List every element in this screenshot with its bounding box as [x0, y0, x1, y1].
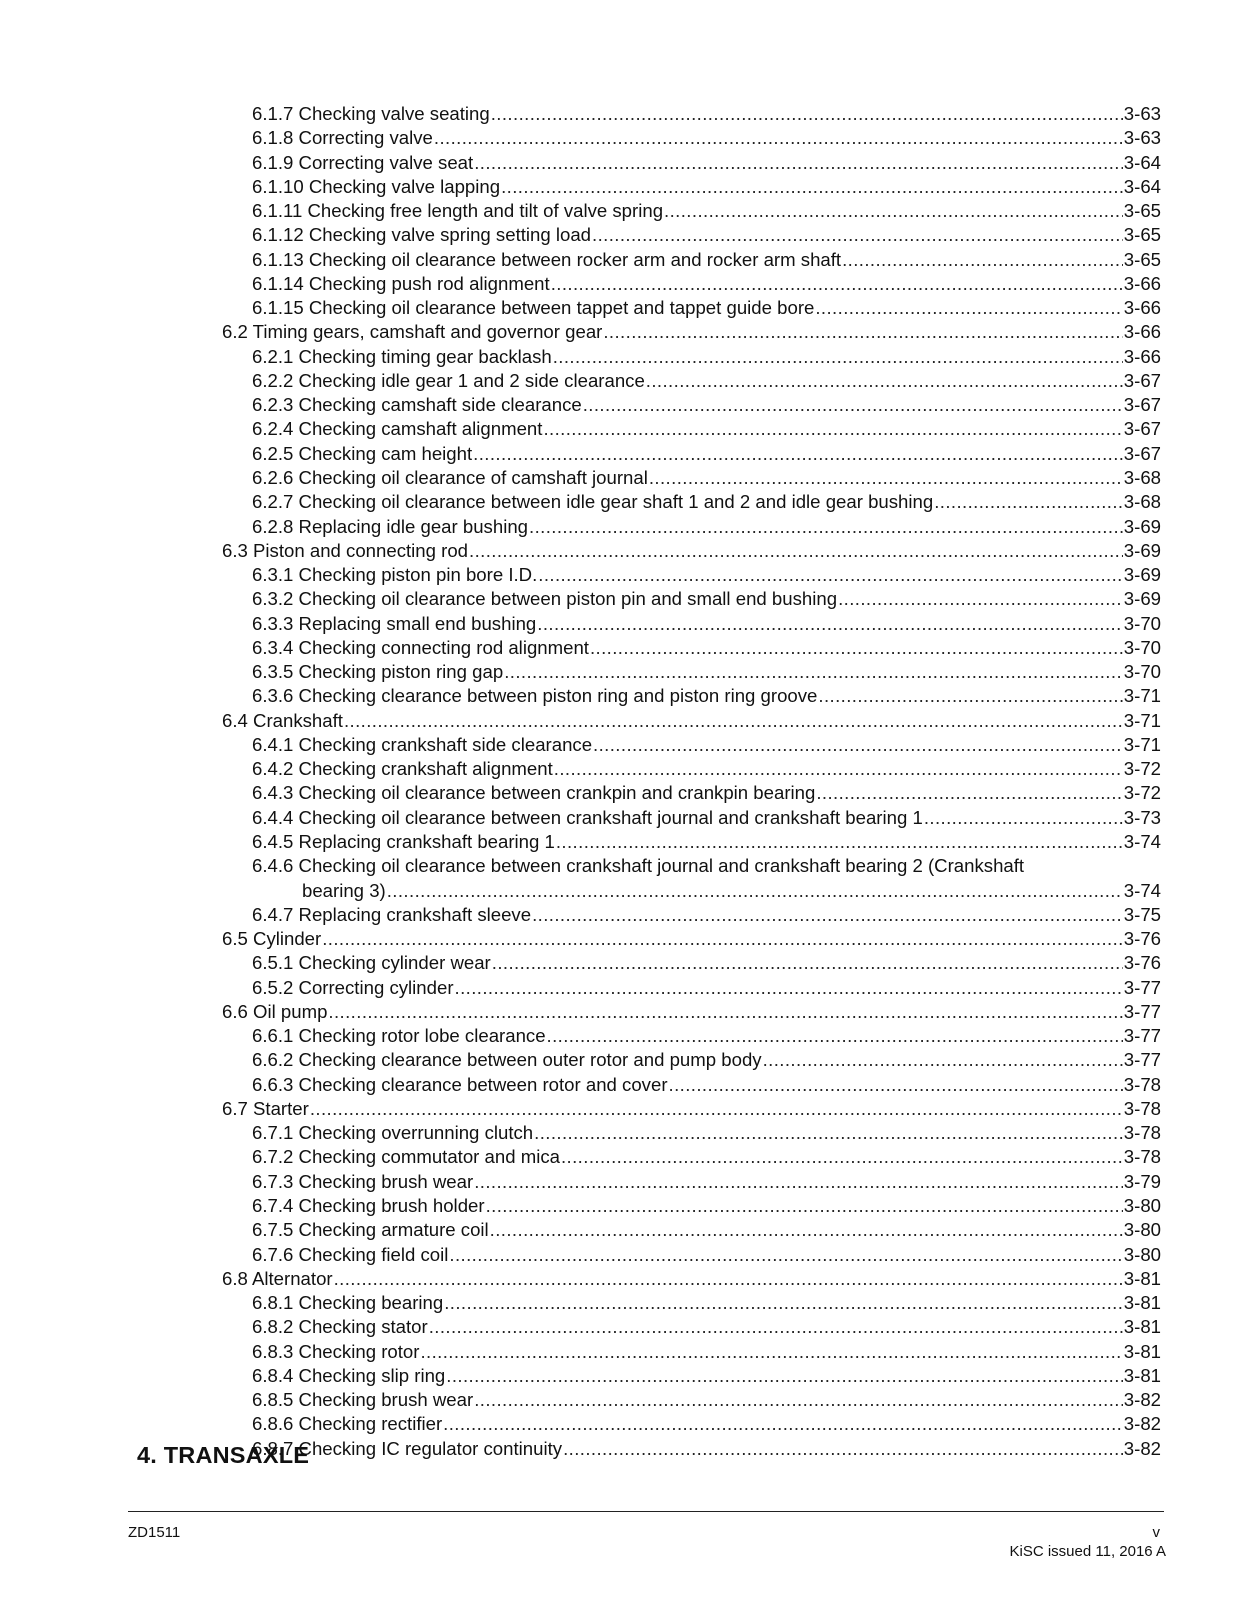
- toc-page-number: 3-70: [1123, 661, 1161, 683]
- toc-page-number: 3-63: [1123, 103, 1161, 124]
- toc-leader-dots: [556, 830, 1123, 854]
- toc-page-number: 3-70: [1123, 612, 1161, 634]
- toc-page-number: 3-78: [1123, 1122, 1161, 1144]
- toc-entry-title: 6.7.3 Checking brush wear: [252, 1170, 474, 1192]
- toc-entry[interactable]: [252, 126, 1236, 150]
- toc-entry-title: 6.1.12 Checking valve spring setting load: [252, 224, 592, 246]
- toc-entry[interactable]: [252, 757, 1236, 781]
- toc-entry[interactable]: [252, 393, 1236, 417]
- toc-entry-title: 6.8.6 Checking rectifier: [252, 1413, 443, 1435]
- footer-page-number: v: [1152, 1524, 1160, 1541]
- toc-entry-title: 6.1.7 Checking valve seating: [252, 103, 490, 124]
- toc-entry-title: 6.4 Crankshaft: [222, 709, 343, 731]
- toc-entry[interactable]: [252, 1437, 1236, 1461]
- toc-page-number: 3-74: [1123, 879, 1161, 901]
- toc-page-number: 3-70: [1123, 636, 1161, 658]
- toc-page-number: 3-66: [1123, 345, 1161, 367]
- toc-leader-dots: [669, 1073, 1123, 1097]
- toc-entry-title: 6.7.2 Checking commutator and mica: [252, 1146, 560, 1168]
- toc-page-number: 3-76: [1123, 952, 1161, 974]
- toc-entry-title: 6.8.2 Checking stator: [252, 1316, 428, 1338]
- toc-entry[interactable]: [252, 345, 1236, 369]
- toc-leader-dots: [449, 1243, 1122, 1267]
- footer-doc-code: ZD1511: [128, 1524, 181, 1541]
- toc-leader-dots: [603, 320, 1122, 344]
- toc-entry-title: 6.7.4 Checking brush holder: [252, 1194, 485, 1216]
- toc-entry-title: 6.7.1 Checking overrunning clutch: [252, 1122, 534, 1144]
- toc-entry[interactable]: [252, 1194, 1236, 1218]
- toc-leader-dots: [646, 369, 1123, 393]
- toc-page-number: 3-81: [1123, 1340, 1161, 1362]
- toc-entry-title: 6.2.5 Checking cam height: [252, 442, 473, 464]
- toc-leader-dots: [529, 515, 1123, 539]
- toc-entry[interactable]: [222, 1097, 1236, 1121]
- toc-leader-dots: [492, 951, 1123, 975]
- toc-page-number: 3-75: [1123, 903, 1161, 925]
- toc-leader-dots: [547, 1024, 1123, 1048]
- toc-leader-dots: [816, 781, 1122, 805]
- toc-entry-title: 6.4.4 Checking oil clearance between crankshaft journal and crankshaft bearing 1: [252, 806, 923, 828]
- toc-entry[interactable]: [252, 903, 1236, 927]
- toc-entry[interactable]: [252, 151, 1236, 175]
- toc-leader-dots: [486, 1194, 1123, 1218]
- toc-entry[interactable]: [252, 587, 1236, 611]
- toc-leader-dots: [474, 1170, 1123, 1194]
- toc-page-number: 3-76: [1123, 928, 1161, 950]
- toc-leader-dots: [344, 709, 1123, 733]
- toc-entry[interactable]: [222, 320, 1236, 344]
- toc-entry[interactable]: [252, 781, 1236, 805]
- toc-page-number: 3-77: [1123, 976, 1161, 998]
- toc-leader-dots: [537, 612, 1123, 636]
- toc-page-number: 3-66: [1123, 272, 1161, 294]
- toc-leader-dots: [328, 1000, 1122, 1024]
- toc-entry[interactable]: [252, 1340, 1236, 1364]
- toc-entry[interactable]: [252, 951, 1236, 975]
- toc-leader-dots: [592, 223, 1123, 247]
- toc-page-number: 3-80: [1123, 1243, 1161, 1265]
- toc-leader-dots: [322, 927, 1123, 951]
- toc-entry[interactable]: [222, 1000, 1236, 1024]
- toc-entry-title: 6.8.1 Checking bearing: [252, 1292, 444, 1314]
- toc-page-number: 3-78: [1123, 1146, 1161, 1168]
- toc-entry[interactable]: [252, 563, 1236, 587]
- toc-leader-dots: [924, 806, 1123, 830]
- toc-page-number: 3-65: [1123, 200, 1161, 222]
- toc-entry[interactable]: [252, 1048, 1236, 1072]
- toc-leader-dots: [473, 442, 1123, 466]
- toc-leader-dots: [387, 879, 1123, 903]
- toc-leader-dots: [763, 1048, 1123, 1072]
- toc-leader-dots: [534, 1121, 1123, 1145]
- toc-page-number: 3-78: [1123, 1073, 1161, 1095]
- toc-entry-title: 6.3 Piston and connecting rod: [222, 539, 469, 561]
- toc-page-number: 3-77: [1123, 1025, 1161, 1047]
- toc-entry-title: 6.2.7 Checking oil clearance between idle gear shaft 1 and 2 and idle gear bushing: [252, 491, 934, 513]
- toc-leader-dots: [443, 1412, 1123, 1436]
- toc-page-number: 3-66: [1123, 297, 1161, 319]
- toc-entry-title: 6.4.6 Checking oil clearance between crankshaft journal and crankshaft bearing 2 (Crankshaft: [252, 855, 1025, 877]
- toc-leader-dots: [551, 272, 1123, 296]
- toc-leader-dots: [554, 757, 1123, 781]
- toc-leader-dots: [474, 151, 1123, 175]
- toc-leader-dots: [429, 1315, 1123, 1339]
- toc-page-number: 3-71: [1123, 733, 1161, 755]
- toc-leader-dots: [664, 199, 1123, 223]
- toc-entry[interactable]: [252, 417, 1236, 441]
- toc-entry-title: 6.6.2 Checking clearance between outer rotor and pump body: [252, 1049, 762, 1071]
- toc-entry[interactable]: [252, 515, 1236, 539]
- toc-leader-dots: [490, 1218, 1123, 1242]
- toc-entry-title: 6.2.1 Checking timing gear backlash: [252, 345, 552, 367]
- toc-page-number: 3-82: [1123, 1389, 1161, 1411]
- toc-entry[interactable]: [252, 806, 1236, 830]
- toc-entry[interactable]: [252, 199, 1236, 223]
- toc-page-number: 3-80: [1123, 1194, 1161, 1216]
- toc-entry-title: 6.1.9 Correcting valve seat: [252, 151, 474, 173]
- toc-entry-title: 6.8.3 Checking rotor: [252, 1340, 420, 1362]
- toc-entry[interactable]: [252, 175, 1236, 199]
- toc-entry-title: 6.2.4 Checking camshaft alignment: [252, 418, 543, 440]
- toc-page-number: 3-72: [1123, 758, 1161, 780]
- toc-page-number: 3-80: [1123, 1219, 1161, 1241]
- footer-divider: [128, 1511, 1164, 1512]
- toc-leader-dots: [310, 1097, 1123, 1121]
- toc-leader-dots: [543, 417, 1122, 441]
- toc-entry-title: 6.3.2 Checking oil clearance between piston pin and small end bushing: [252, 588, 838, 610]
- toc-leader-dots: [838, 587, 1123, 611]
- toc-entry-title: 6.4.7 Replacing crankshaft sleeve: [252, 903, 532, 925]
- toc-entry-title: 6.8.7 Checking IC regulator continuity: [252, 1437, 563, 1459]
- toc-entry[interactable]: [252, 1364, 1236, 1388]
- toc-entry[interactable]: [252, 733, 1236, 757]
- toc-entry-title: 6.6.1 Checking rotor lobe clearance: [252, 1025, 546, 1047]
- toc-page-number: 3-81: [1123, 1292, 1161, 1314]
- toc-page-number: 3-82: [1123, 1437, 1161, 1459]
- toc-entry-title: 6.6 Oil pump: [222, 1000, 328, 1022]
- toc-entry-title: 6.4.5 Replacing crankshaft bearing 1: [252, 830, 555, 852]
- toc-page-number: 3-82: [1123, 1413, 1161, 1435]
- toc-page-number: 3-63: [1123, 127, 1161, 149]
- toc-page-number: 3-64: [1123, 175, 1161, 197]
- toc-entry[interactable]: [252, 272, 1236, 296]
- toc-page-number: 3-81: [1123, 1364, 1161, 1386]
- toc-entry[interactable]: [252, 1121, 1236, 1145]
- table-of-contents: [0, 102, 1236, 1461]
- toc-leader-dots: [815, 296, 1122, 320]
- toc-entry[interactable]: [252, 1170, 1236, 1194]
- toc-entry[interactable]: [252, 1315, 1236, 1339]
- toc-leader-dots: [504, 660, 1123, 684]
- toc-entry[interactable]: [252, 1412, 1236, 1436]
- toc-entry-title: 6.8.5 Checking brush wear: [252, 1389, 474, 1411]
- toc-entry-title: 6.2.8 Replacing idle gear bushing: [252, 515, 529, 537]
- toc-page-number: 3-71: [1123, 685, 1161, 707]
- toc-page-number: 3-68: [1123, 491, 1161, 513]
- toc-leader-dots: [446, 1364, 1123, 1388]
- toc-leader-dots: [532, 903, 1123, 927]
- toc-page-number: 3-65: [1123, 248, 1161, 270]
- toc-entry-title: 6.3.1 Checking piston pin bore I.D.: [252, 564, 538, 586]
- toc-page-number: 3-67: [1123, 418, 1161, 440]
- toc-leader-dots: [420, 1340, 1122, 1364]
- toc-entry[interactable]: [252, 466, 1236, 490]
- toc-page-number: 3-69: [1123, 588, 1161, 610]
- toc-entry-title: 6.5.1 Checking cylinder wear: [252, 952, 491, 974]
- toc-page-number: 3-69: [1123, 539, 1161, 561]
- toc-page-number: 3-64: [1123, 151, 1161, 173]
- toc-page-number: 3-78: [1123, 1097, 1161, 1119]
- toc-leader-dots: [563, 1437, 1123, 1461]
- toc-entry[interactable]: [222, 539, 1236, 563]
- toc-entry-title: 6.3.6 Checking clearance between piston ring and piston ring groove: [252, 685, 818, 707]
- toc-entry-title: 6.4.2 Checking crankshaft alignment: [252, 758, 553, 780]
- toc-entry[interactable]: [252, 612, 1236, 636]
- toc-leader-dots: [583, 393, 1123, 417]
- toc-entry[interactable]: [252, 223, 1236, 247]
- toc-leader-dots: [590, 636, 1123, 660]
- toc-entry-title: 6.3.4 Checking connecting rod alignment: [252, 636, 589, 658]
- toc-entry[interactable]: [252, 1291, 1236, 1315]
- toc-entry[interactable]: [252, 296, 1236, 320]
- toc-leader-dots: [593, 733, 1123, 757]
- toc-page-number: 3-69: [1123, 564, 1161, 586]
- toc-entry[interactable]: [222, 709, 1236, 733]
- toc-entry[interactable]: [252, 1388, 1236, 1412]
- toc-entry-title: 6.2.3 Checking camshaft side clearance: [252, 394, 582, 416]
- toc-leader-dots: [934, 490, 1123, 514]
- toc-entry-title: 6.1.10 Checking valve lapping: [252, 175, 501, 197]
- toc-entry[interactable]: [252, 1243, 1236, 1267]
- toc-entry-title: 6.2 Timing gears, camshaft and governor gear: [222, 321, 603, 343]
- toc-leader-dots: [469, 539, 1123, 563]
- toc-entry-title: 6.3.5 Checking piston ring gap: [252, 661, 504, 683]
- footer-issue-text: KiSC issued 11, 2016 A: [1009, 1543, 1166, 1560]
- toc-page-number: 3-79: [1123, 1170, 1161, 1192]
- toc-entry-title: 6.8.4 Checking slip ring: [252, 1364, 446, 1386]
- toc-page-number: 3-66: [1123, 321, 1161, 343]
- toc-entry-title: 6.5 Cylinder: [222, 928, 322, 950]
- toc-page-number: 3-72: [1123, 782, 1161, 804]
- toc-entry-title: 6.6.3 Checking clearance between rotor and cover: [252, 1073, 668, 1095]
- toc-leader-dots: [474, 1388, 1123, 1412]
- toc-entry-title: 6.7.6 Checking field coil: [252, 1243, 449, 1265]
- toc-entry-title: 6.7 Starter: [222, 1097, 309, 1119]
- toc-entry-title: 6.1.15 Checking oil clearance between tappet and tappet guide bore: [252, 297, 815, 319]
- toc-entry-title: 6.7.5 Checking armature coil: [252, 1219, 489, 1241]
- toc-page-number: 3-69: [1123, 515, 1161, 537]
- toc-page-number: 3-73: [1123, 806, 1161, 828]
- toc-entry-title: 6.1.13 Checking oil clearance between rocker arm and rocker arm shaft: [252, 248, 842, 270]
- toc-leader-dots: [434, 126, 1123, 150]
- toc-entry-title: 6.2.2 Checking idle gear 1 and 2 side clearance: [252, 369, 645, 391]
- toc-entry-title: 6.1.14 Checking push rod alignment: [252, 272, 550, 294]
- toc-page-number: 3-81: [1123, 1316, 1161, 1338]
- toc-leader-dots: [538, 563, 1123, 587]
- toc-page-number: 3-67: [1123, 442, 1161, 464]
- toc-entry-title: 6.1.11 Checking free length and tilt of valve spring: [252, 200, 664, 222]
- toc-leader-dots: [334, 1267, 1123, 1291]
- toc-entry[interactable]: [252, 442, 1236, 466]
- toc-entry-title: 6.8 Alternator: [222, 1267, 333, 1289]
- toc-entry[interactable]: [252, 1145, 1236, 1169]
- toc-entry[interactable]: [252, 830, 1236, 854]
- toc-leader-dots: [561, 1145, 1123, 1169]
- toc-leader-dots: [842, 248, 1123, 272]
- toc-entry[interactable]: [252, 684, 1236, 708]
- toc-entry[interactable]: [252, 248, 1236, 272]
- toc-entry[interactable]: [252, 636, 1236, 660]
- toc-page-number: 3-77: [1123, 1000, 1161, 1022]
- toc-entry-title: 6.4.3 Checking oil clearance between crankpin and crankpin bearing: [252, 782, 816, 804]
- toc-entry[interactable]: [252, 369, 1236, 393]
- toc-page-number: 3-71: [1123, 709, 1161, 731]
- toc-leader-dots: [491, 102, 1123, 126]
- toc-entry[interactable]: [252, 490, 1236, 514]
- toc-page-number: 3-67: [1123, 394, 1161, 416]
- toc-entry[interactable]: [252, 1218, 1236, 1242]
- toc-entry-title: 6.5.2 Correcting cylinder: [252, 976, 454, 998]
- toc-entry[interactable]: [252, 976, 1236, 1000]
- toc-entry[interactable]: [222, 1267, 1236, 1291]
- toc-page-number: 3-65: [1123, 224, 1161, 246]
- toc-entry[interactable]: [252, 854, 1236, 903]
- toc-leader-dots: [649, 466, 1123, 490]
- toc-leader-dots: [553, 345, 1123, 369]
- toc-page-number: 3-74: [1123, 830, 1161, 852]
- toc-entry-title-continued: bearing 3): [302, 879, 386, 901]
- toc-entry-title: 6.4.1 Checking crankshaft side clearance: [252, 733, 593, 755]
- toc-entry[interactable]: [222, 927, 1236, 951]
- section-heading: 4. TRANSAXLE: [137, 1442, 310, 1468]
- toc-entry[interactable]: [252, 1024, 1236, 1048]
- toc-entry[interactable]: [252, 1073, 1236, 1097]
- toc-entry[interactable]: [252, 102, 1236, 126]
- toc-leader-dots: [818, 684, 1122, 708]
- toc-entry-title: 6.2.6 Checking oil clearance of camshaft journal: [252, 466, 648, 488]
- toc-page-number: 3-67: [1123, 369, 1161, 391]
- toc-entry-title: 6.3.3 Replacing small end bushing: [252, 612, 537, 634]
- toc-page-number: 3-68: [1123, 466, 1161, 488]
- toc-leader-dots: [455, 976, 1123, 1000]
- toc-entry-title: 6.1.8 Correcting valve: [252, 127, 433, 149]
- toc-leader-dots: [501, 175, 1123, 199]
- toc-leader-dots: [444, 1291, 1123, 1315]
- toc-page-number: 3-81: [1123, 1267, 1161, 1289]
- toc-page-number: 3-77: [1123, 1049, 1161, 1071]
- toc-entry[interactable]: [252, 660, 1236, 684]
